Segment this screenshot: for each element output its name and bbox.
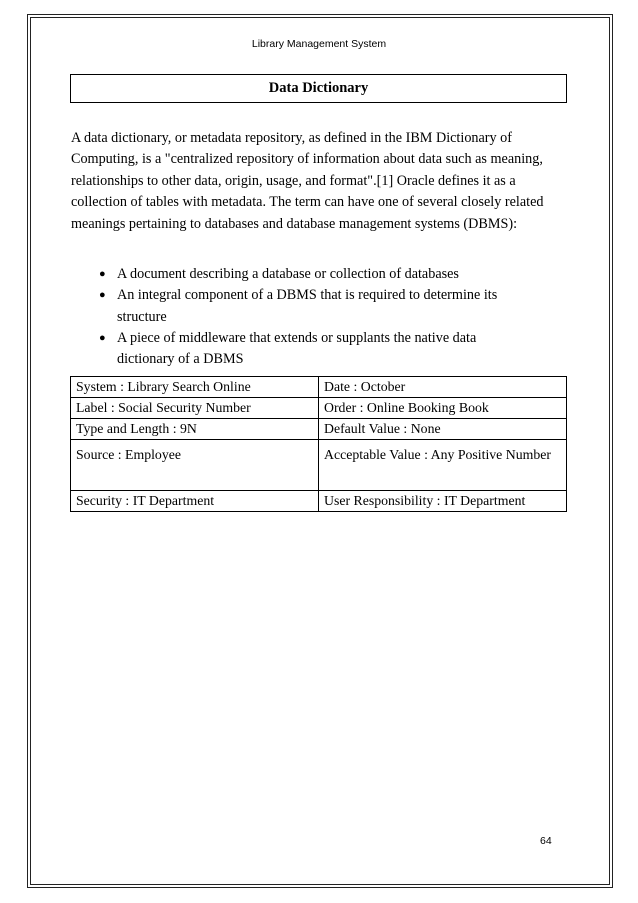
table-cell: Date : October xyxy=(319,377,567,398)
table-cell: Acceptable Value : Any Positive Number xyxy=(319,440,567,491)
table-row xyxy=(71,398,567,419)
table-cell: Order : Online Booking Book xyxy=(319,398,567,419)
section-title: Data Dictionary xyxy=(70,74,567,103)
bullet-dot-icon: ● xyxy=(99,268,106,280)
table-cell: Default Value : None xyxy=(319,419,567,440)
table-cell: Label : Social Security Number xyxy=(71,398,319,419)
bullet-item xyxy=(96,328,536,371)
bullet-text: A piece of middleware that extends or supplants the native data dictionary of a DBMS xyxy=(117,329,477,368)
table-cell: System : Library Search Online xyxy=(71,377,319,398)
table-cell: Security : IT Department xyxy=(71,491,319,512)
bullet-dot-icon: ● xyxy=(99,289,106,302)
table-row xyxy=(71,440,567,491)
table-row xyxy=(71,419,567,440)
bullet-item xyxy=(96,264,536,285)
table-cell: Type and Length : 9N xyxy=(71,419,319,440)
intro-paragraph: A data dictionary, or metadata repository, as defined in the IBM Dictionary of Computing, is a "centralized repository of information about data such as meaning, relationships to other data, origin, usage, and format".[1] Oracle defines it as a collection of tables with metadata. The term can have one of several closely related meanings pertaining to databases and database management systems (DBMS): xyxy=(71,130,544,232)
bullet-dot-icon: ● xyxy=(99,331,106,344)
table-row xyxy=(71,377,567,398)
data-dictionary-table xyxy=(70,376,567,512)
table-row xyxy=(71,491,567,512)
table-cell: User Responsibility : IT Department xyxy=(319,491,567,512)
running-header: Library Management System xyxy=(251,38,387,50)
table-cell: Source : Employee xyxy=(71,440,319,491)
bullet-item xyxy=(96,285,536,328)
bullet-text: A document describing a database or collection of databases xyxy=(117,266,459,282)
bullet-list xyxy=(96,264,536,370)
bullet-text: An integral component of a DBMS that is required to determine its structure xyxy=(117,287,498,325)
page-number: 64 xyxy=(540,835,552,847)
